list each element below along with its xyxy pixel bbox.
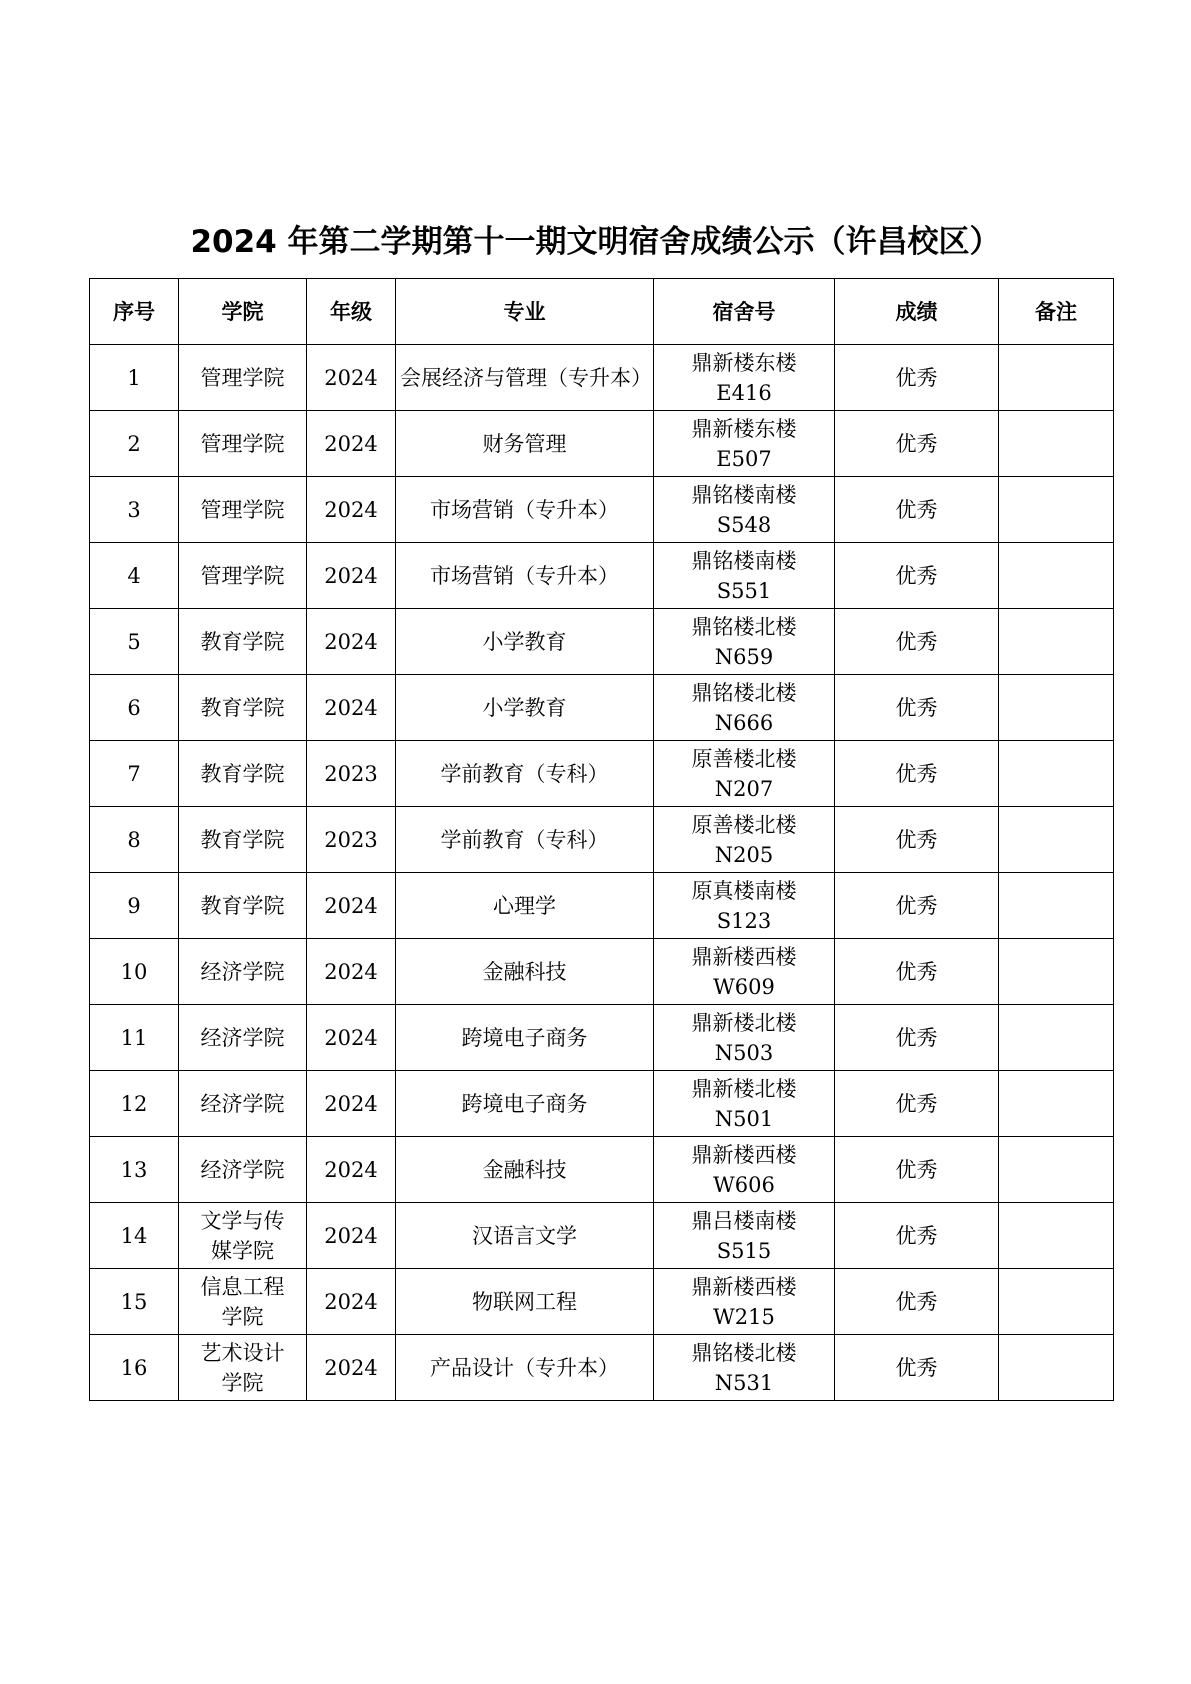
dorm-building: 鼎新楼东楼 [691, 350, 797, 375]
cell-dorm [654, 345, 835, 411]
college-line: 教育学院 [200, 695, 285, 720]
cell-grade: 2024 [307, 1203, 396, 1269]
cell-grade: 2023 [307, 741, 396, 807]
cell-major: 金融科技 [396, 939, 654, 1005]
cell-score: 优秀 [835, 411, 999, 477]
dorm-room: N207 [714, 776, 774, 801]
cell-college [179, 345, 307, 411]
cell-dorm [654, 939, 835, 1005]
cell-index: 6 [90, 675, 179, 741]
cell-index: 8 [90, 807, 179, 873]
cell-grade: 2024 [307, 1269, 396, 1335]
dorm-room: N501 [714, 1106, 774, 1131]
header-college: 学院 [179, 279, 307, 345]
cell-major: 跨境电子商务 [396, 1005, 654, 1071]
dorm-building: 鼎铭楼北楼 [691, 614, 797, 639]
table-body [90, 345, 1114, 1401]
cell-index: 3 [90, 477, 179, 543]
table-row [90, 873, 1114, 939]
cell-college [179, 1071, 307, 1137]
dorm-room: W215 [713, 1304, 775, 1329]
table-row [90, 609, 1114, 675]
cell-index: 14 [90, 1203, 179, 1269]
cell-score: 优秀 [835, 741, 999, 807]
dorm-room: N659 [714, 644, 774, 669]
header-remark: 备注 [999, 279, 1114, 345]
dorm-building: 鼎新楼东楼 [691, 416, 797, 441]
table-row [90, 411, 1114, 477]
table-row [90, 1071, 1114, 1137]
cell-index: 7 [90, 741, 179, 807]
cell-grade: 2024 [307, 1071, 396, 1137]
cell-grade: 2023 [307, 807, 396, 873]
cell-dorm [654, 1005, 835, 1071]
cell-major: 学前教育（专科） [396, 741, 654, 807]
cell-major: 会展经济与管理（专升本） [396, 345, 654, 411]
dorm-building: 鼎新楼西楼 [691, 944, 797, 969]
cell-grade: 2024 [307, 543, 396, 609]
dorm-room: W606 [713, 1172, 775, 1197]
cell-grade: 2024 [307, 411, 396, 477]
header-major: 专业 [396, 279, 654, 345]
college-line: 管理学院 [200, 431, 285, 456]
cell-grade: 2024 [307, 1137, 396, 1203]
dorm-building: 鼎铭楼南楼 [691, 548, 797, 573]
college-line: 教育学院 [200, 629, 285, 654]
cell-score: 优秀 [835, 543, 999, 609]
college-line: 教育学院 [200, 827, 285, 852]
cell-score: 优秀 [835, 807, 999, 873]
dorm-building: 鼎铭楼北楼 [691, 680, 797, 705]
cell-dorm [654, 741, 835, 807]
cell-grade: 2024 [307, 609, 396, 675]
cell-score: 优秀 [835, 939, 999, 1005]
dorm-building: 原真楼南楼 [691, 878, 797, 903]
cell-score: 优秀 [835, 1005, 999, 1071]
cell-major: 产品设计（专升本） [396, 1335, 654, 1401]
college-line: 经济学院 [200, 1025, 285, 1050]
cell-dorm [654, 477, 835, 543]
cell-remark [999, 807, 1114, 873]
cell-major: 学前教育（专科） [396, 807, 654, 873]
cell-major: 小学教育 [396, 675, 654, 741]
cell-remark [999, 345, 1114, 411]
dorm-room: N666 [714, 710, 774, 735]
cell-grade: 2024 [307, 477, 396, 543]
college-line: 经济学院 [200, 959, 285, 984]
cell-remark [999, 1071, 1114, 1137]
cell-remark [999, 873, 1114, 939]
cell-remark [999, 543, 1114, 609]
cell-score: 优秀 [835, 1137, 999, 1203]
college-line: 教育学院 [200, 761, 285, 786]
dorm-room: S123 [716, 908, 772, 933]
cell-dorm [654, 411, 835, 477]
cell-major: 跨境电子商务 [396, 1071, 654, 1137]
dorm-building: 鼎新楼北楼 [691, 1076, 797, 1101]
cell-index: 4 [90, 543, 179, 609]
cell-remark [999, 411, 1114, 477]
college-line: 媒学院 [211, 1238, 274, 1263]
cell-dorm [654, 1269, 835, 1335]
dorm-building: 原善楼北楼 [691, 746, 797, 771]
cell-dorm [654, 873, 835, 939]
cell-college [179, 543, 307, 609]
table-row [90, 807, 1114, 873]
results-table [89, 278, 1114, 1401]
header-dorm: 宿舍号 [654, 279, 835, 345]
cell-grade: 2024 [307, 939, 396, 1005]
college-line: 管理学院 [200, 497, 285, 522]
college-line: 学院 [221, 1304, 264, 1329]
cell-college [179, 939, 307, 1005]
cell-college [179, 477, 307, 543]
cell-grade: 2024 [307, 675, 396, 741]
cell-grade: 2024 [307, 1335, 396, 1401]
college-line: 经济学院 [200, 1157, 285, 1182]
cell-dorm [654, 543, 835, 609]
cell-college [179, 609, 307, 675]
college-line: 经济学院 [200, 1091, 285, 1116]
table-row [90, 1137, 1114, 1203]
table-row [90, 543, 1114, 609]
college-line: 学院 [221, 1370, 264, 1395]
cell-score: 优秀 [835, 609, 999, 675]
cell-index: 15 [90, 1269, 179, 1335]
dorm-room: N503 [714, 1040, 774, 1065]
page-title: 2024 年第二学期第十一期文明宿舍成绩公示（许昌校区） [190, 224, 1001, 260]
cell-college [179, 1137, 307, 1203]
cell-score: 优秀 [835, 1203, 999, 1269]
cell-grade: 2024 [307, 873, 396, 939]
cell-index: 16 [90, 1335, 179, 1401]
table-header-row [90, 279, 1114, 345]
cell-major: 市场营销（专升本） [396, 477, 654, 543]
cell-college [179, 411, 307, 477]
cell-index: 11 [90, 1005, 179, 1071]
cell-remark [999, 675, 1114, 741]
dorm-room: S551 [716, 578, 772, 603]
table-row [90, 477, 1114, 543]
college-line: 艺术设计 [200, 1340, 285, 1365]
cell-college [179, 741, 307, 807]
cell-major: 财务管理 [396, 411, 654, 477]
dorm-building: 原善楼北楼 [691, 812, 797, 837]
cell-score: 优秀 [835, 345, 999, 411]
cell-score: 优秀 [835, 1071, 999, 1137]
cell-remark [999, 609, 1114, 675]
table-row [90, 939, 1114, 1005]
cell-major: 小学教育 [396, 609, 654, 675]
table-row [90, 1269, 1114, 1335]
cell-major: 汉语言文学 [396, 1203, 654, 1269]
cell-remark [999, 1269, 1114, 1335]
cell-college [179, 807, 307, 873]
cell-remark [999, 1005, 1114, 1071]
cell-college [179, 1335, 307, 1401]
dorm-building: 鼎新楼北楼 [691, 1010, 797, 1035]
table-row [90, 1335, 1114, 1401]
cell-dorm [654, 609, 835, 675]
dorm-room: W609 [713, 974, 775, 999]
cell-score: 优秀 [835, 477, 999, 543]
cell-score: 优秀 [835, 873, 999, 939]
table-row [90, 345, 1114, 411]
college-line: 管理学院 [200, 563, 285, 588]
dorm-building: 鼎新楼西楼 [691, 1142, 797, 1167]
cell-index: 2 [90, 411, 179, 477]
cell-remark [999, 1203, 1114, 1269]
college-line: 信息工程 [200, 1274, 285, 1299]
cell-dorm [654, 807, 835, 873]
dorm-room: S548 [716, 512, 772, 537]
cell-major: 心理学 [396, 873, 654, 939]
cell-dorm [654, 675, 835, 741]
cell-college [179, 1269, 307, 1335]
college-line: 文学与传 [200, 1208, 285, 1233]
cell-remark [999, 477, 1114, 543]
table-row [90, 675, 1114, 741]
cell-major: 金融科技 [396, 1137, 654, 1203]
dorm-room: E416 [716, 380, 772, 405]
cell-grade: 2024 [307, 345, 396, 411]
cell-grade: 2024 [307, 1005, 396, 1071]
cell-dorm [654, 1335, 835, 1401]
header-score: 成绩 [835, 279, 999, 345]
cell-index: 12 [90, 1071, 179, 1137]
cell-index: 1 [90, 345, 179, 411]
cell-index: 13 [90, 1137, 179, 1203]
dorm-building: 鼎新楼西楼 [691, 1274, 797, 1299]
cell-college [179, 675, 307, 741]
cell-major: 物联网工程 [396, 1269, 654, 1335]
cell-remark [999, 939, 1114, 1005]
cell-dorm [654, 1203, 835, 1269]
dorm-room: N531 [714, 1370, 774, 1395]
cell-score: 优秀 [835, 1335, 999, 1401]
cell-score: 优秀 [835, 675, 999, 741]
cell-college [179, 1005, 307, 1071]
cell-index: 9 [90, 873, 179, 939]
cell-remark [999, 741, 1114, 807]
cell-major: 市场营销（专升本） [396, 543, 654, 609]
dorm-room: S515 [716, 1238, 772, 1263]
cell-remark [999, 1137, 1114, 1203]
table-row [90, 1203, 1114, 1269]
dorm-room: E507 [716, 446, 772, 471]
cell-college [179, 1203, 307, 1269]
header-grade: 年级 [307, 279, 396, 345]
cell-dorm [654, 1071, 835, 1137]
cell-college [179, 873, 307, 939]
cell-score: 优秀 [835, 1269, 999, 1335]
cell-dorm [654, 1137, 835, 1203]
college-line: 教育学院 [200, 893, 285, 918]
dorm-room: N205 [714, 842, 774, 867]
dorm-building: 鼎铭楼北楼 [691, 1340, 797, 1365]
dorm-building: 鼎铭楼南楼 [691, 482, 797, 507]
table-row [90, 741, 1114, 807]
college-line: 管理学院 [200, 365, 285, 390]
cell-remark [999, 1335, 1114, 1401]
table-row [90, 1005, 1114, 1071]
cell-index: 5 [90, 609, 179, 675]
cell-index: 10 [90, 939, 179, 1005]
dorm-building: 鼎吕楼南楼 [691, 1208, 797, 1233]
header-index: 序号 [90, 279, 179, 345]
